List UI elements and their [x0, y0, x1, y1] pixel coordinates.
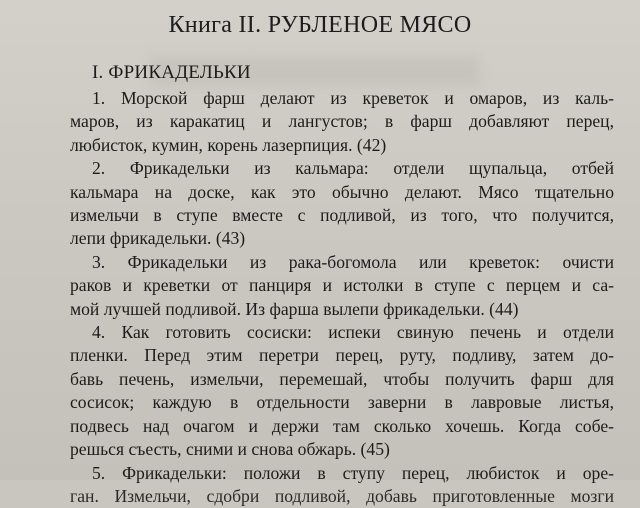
text-line: 2. Фрикадельки из кальмара: отдели щупальца, отбей [92, 158, 614, 179]
text-line: подвесь над очагом и держи там сколько хочешь. Когда собе- [70, 415, 614, 436]
body-text [70, 87, 614, 508]
text-line: сосисок; каждую в отдельности заверни в лавровые листья, [70, 392, 614, 413]
text-line: раков и креветки от панциря и истолки в ступе с перцем и са- [70, 275, 614, 296]
text-line: 5. Фрикадельки: положи в ступу перец, любисток и оре- [92, 462, 614, 483]
text-line: любисток, кумин, корень лазерпиция. (42) [70, 134, 387, 155]
text-line: кальмара на доске, как это обычно делают. Мясо тщательно [70, 181, 614, 202]
book-name: РУБЛЕНОЕ МЯСО [267, 12, 472, 38]
text-line: мой лучшей подливой. Из фарша вылепи фрикадельки. (44) [70, 298, 519, 319]
text-line: бавь печень, измельчи, перемешай, чтобы получить фарш для [70, 368, 614, 389]
section-title: I. ФРИКАДЕЛЬКИ [92, 62, 251, 83]
text-line: лепи фрикадельки. (43) [70, 228, 246, 249]
text-line: пленки. Перед этим перетри перец, руту, подливу, затем до- [70, 345, 614, 366]
text-line: 3. Фрикадельки из рака-богомола или креветок: очисти [92, 251, 614, 272]
text-line: маров, из каракатиц и лангустов; в фарш добавляют перец, [70, 111, 614, 132]
book-number: Книга II. [168, 12, 262, 38]
text-line: 4. Как готовить сосиски: испеки свиную печень и отдели [92, 322, 614, 343]
text-line: решься съесть, сними и снова обжарь. (45) [70, 439, 390, 460]
text-line: измельчи в ступе вместе с подливой, из того, что получится, [70, 205, 614, 226]
chapter-title [0, 12, 640, 39]
text-line: 1. Морской фарш делают из креветок и омаров, из каль- [92, 88, 614, 108]
text-line: ган. Измельчи, сдобри подливой, добавь приготовленные мозги [70, 485, 614, 506]
